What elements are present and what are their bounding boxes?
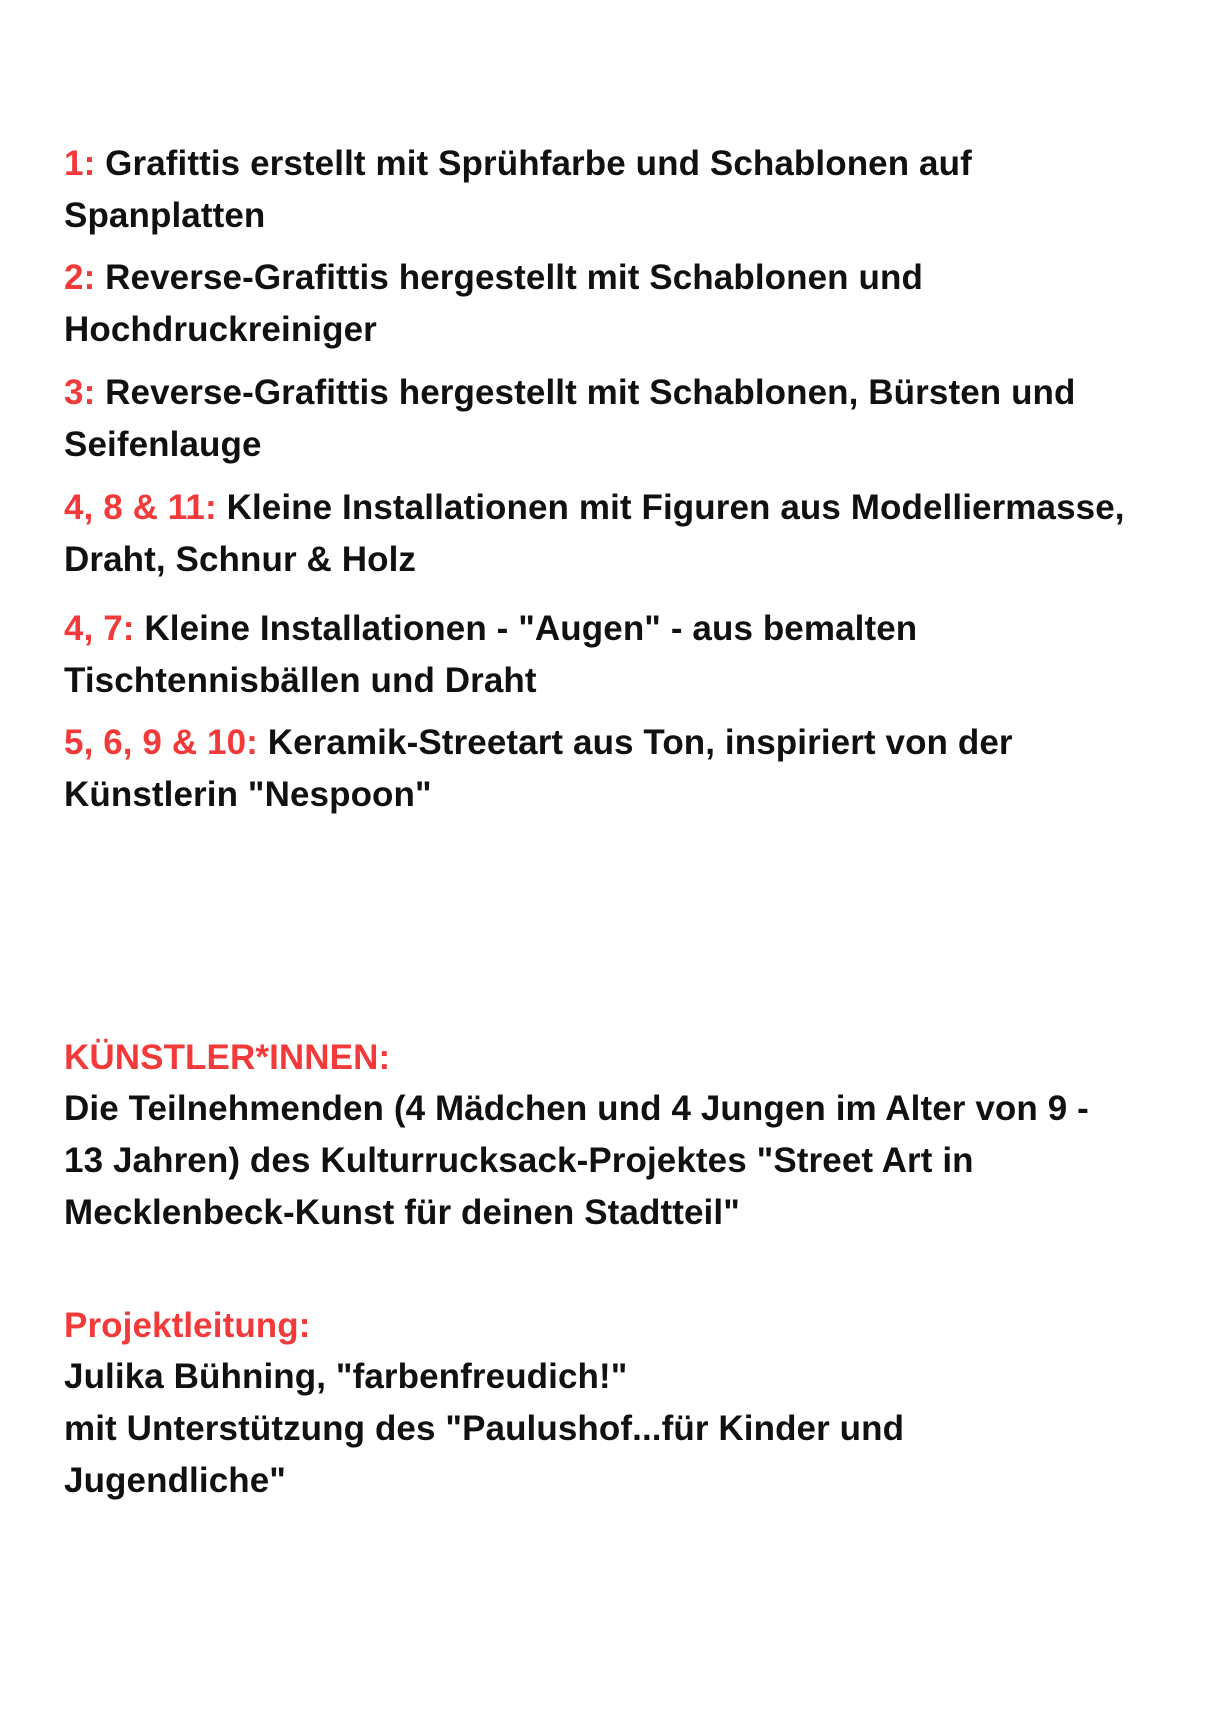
artwork-entry-1 — [64, 138, 1214, 242]
entry-line-1 — [64, 717, 1214, 769]
artists-line-1: Die Teilnehmenden (4 Mädchen und 4 Jungen im Alter von 9 - — [64, 1089, 1089, 1128]
entry-line-1 — [64, 482, 1214, 534]
entry-line-1 — [64, 367, 1214, 419]
entry-number: 4, 7: — [64, 609, 135, 648]
project-lead-line-1: Julika Bühning, "farbenfreudich!" — [64, 1357, 628, 1396]
artwork-entry-4 — [64, 482, 1214, 586]
artwork-entry-3 — [64, 367, 1214, 471]
entry-number: 3: — [64, 373, 96, 412]
project-lead-text — [64, 1351, 1214, 1507]
entry-line-1 — [64, 252, 1214, 304]
entry-line-2: Seifenlauge — [64, 425, 262, 464]
artwork-entry-6 — [64, 717, 1214, 821]
project-lead-line-2: mit Unterstützung des "Paulushof...für Kinder und — [64, 1409, 905, 1448]
project-lead-heading: Projektleitung: — [64, 1306, 311, 1345]
artwork-entry-5 — [64, 603, 1214, 707]
artists-text — [64, 1083, 1214, 1239]
artists-heading: KÜNSTLER*INNEN: — [64, 1038, 391, 1077]
entry-description: Kleine Installationen mit Figuren aus Modelliermasse, — [226, 488, 1125, 527]
entry-line-2: Draht, Schnur & Holz — [64, 540, 417, 579]
entry-line-2: Tischtennisbällen und Draht — [64, 661, 537, 700]
entry-number: 5, 6, 9 & 10: — [64, 723, 258, 762]
entry-line-2: Hochdruckreiniger — [64, 310, 377, 349]
entry-line-2: Künstlerin "Nespoon" — [64, 775, 432, 814]
entry-description: Grafittis erstellt mit Sprühfarbe und Schablonen auf — [105, 144, 972, 183]
entry-line-1 — [64, 603, 1214, 655]
entry-number: 1: — [64, 144, 96, 183]
entry-number: 2: — [64, 258, 96, 297]
project-lead-line-3: Jugendliche" — [64, 1461, 287, 1500]
artwork-entry-2 — [64, 252, 1214, 356]
entry-description: Reverse-Grafittis hergestellt mit Schablonen und — [105, 258, 923, 297]
entry-description: Reverse-Grafittis hergestellt mit Schablonen, Bürsten und — [105, 373, 1076, 412]
entry-number: 4, 8 & 11: — [64, 488, 217, 527]
artists-line-3: Mecklenbeck-Kunst für deinen Stadtteil" — [64, 1193, 740, 1232]
entry-line-1 — [64, 138, 1214, 190]
entry-description: Kleine Installationen - "Augen" - aus bemalten — [144, 609, 918, 648]
artists-line-2: 13 Jahren) des Kulturrucksack-Projektes "Street Art in — [64, 1141, 974, 1180]
entry-description: Keramik-Streetart aus Ton, inspiriert von der — [267, 723, 1013, 762]
entry-line-2: Spanplatten — [64, 196, 266, 235]
